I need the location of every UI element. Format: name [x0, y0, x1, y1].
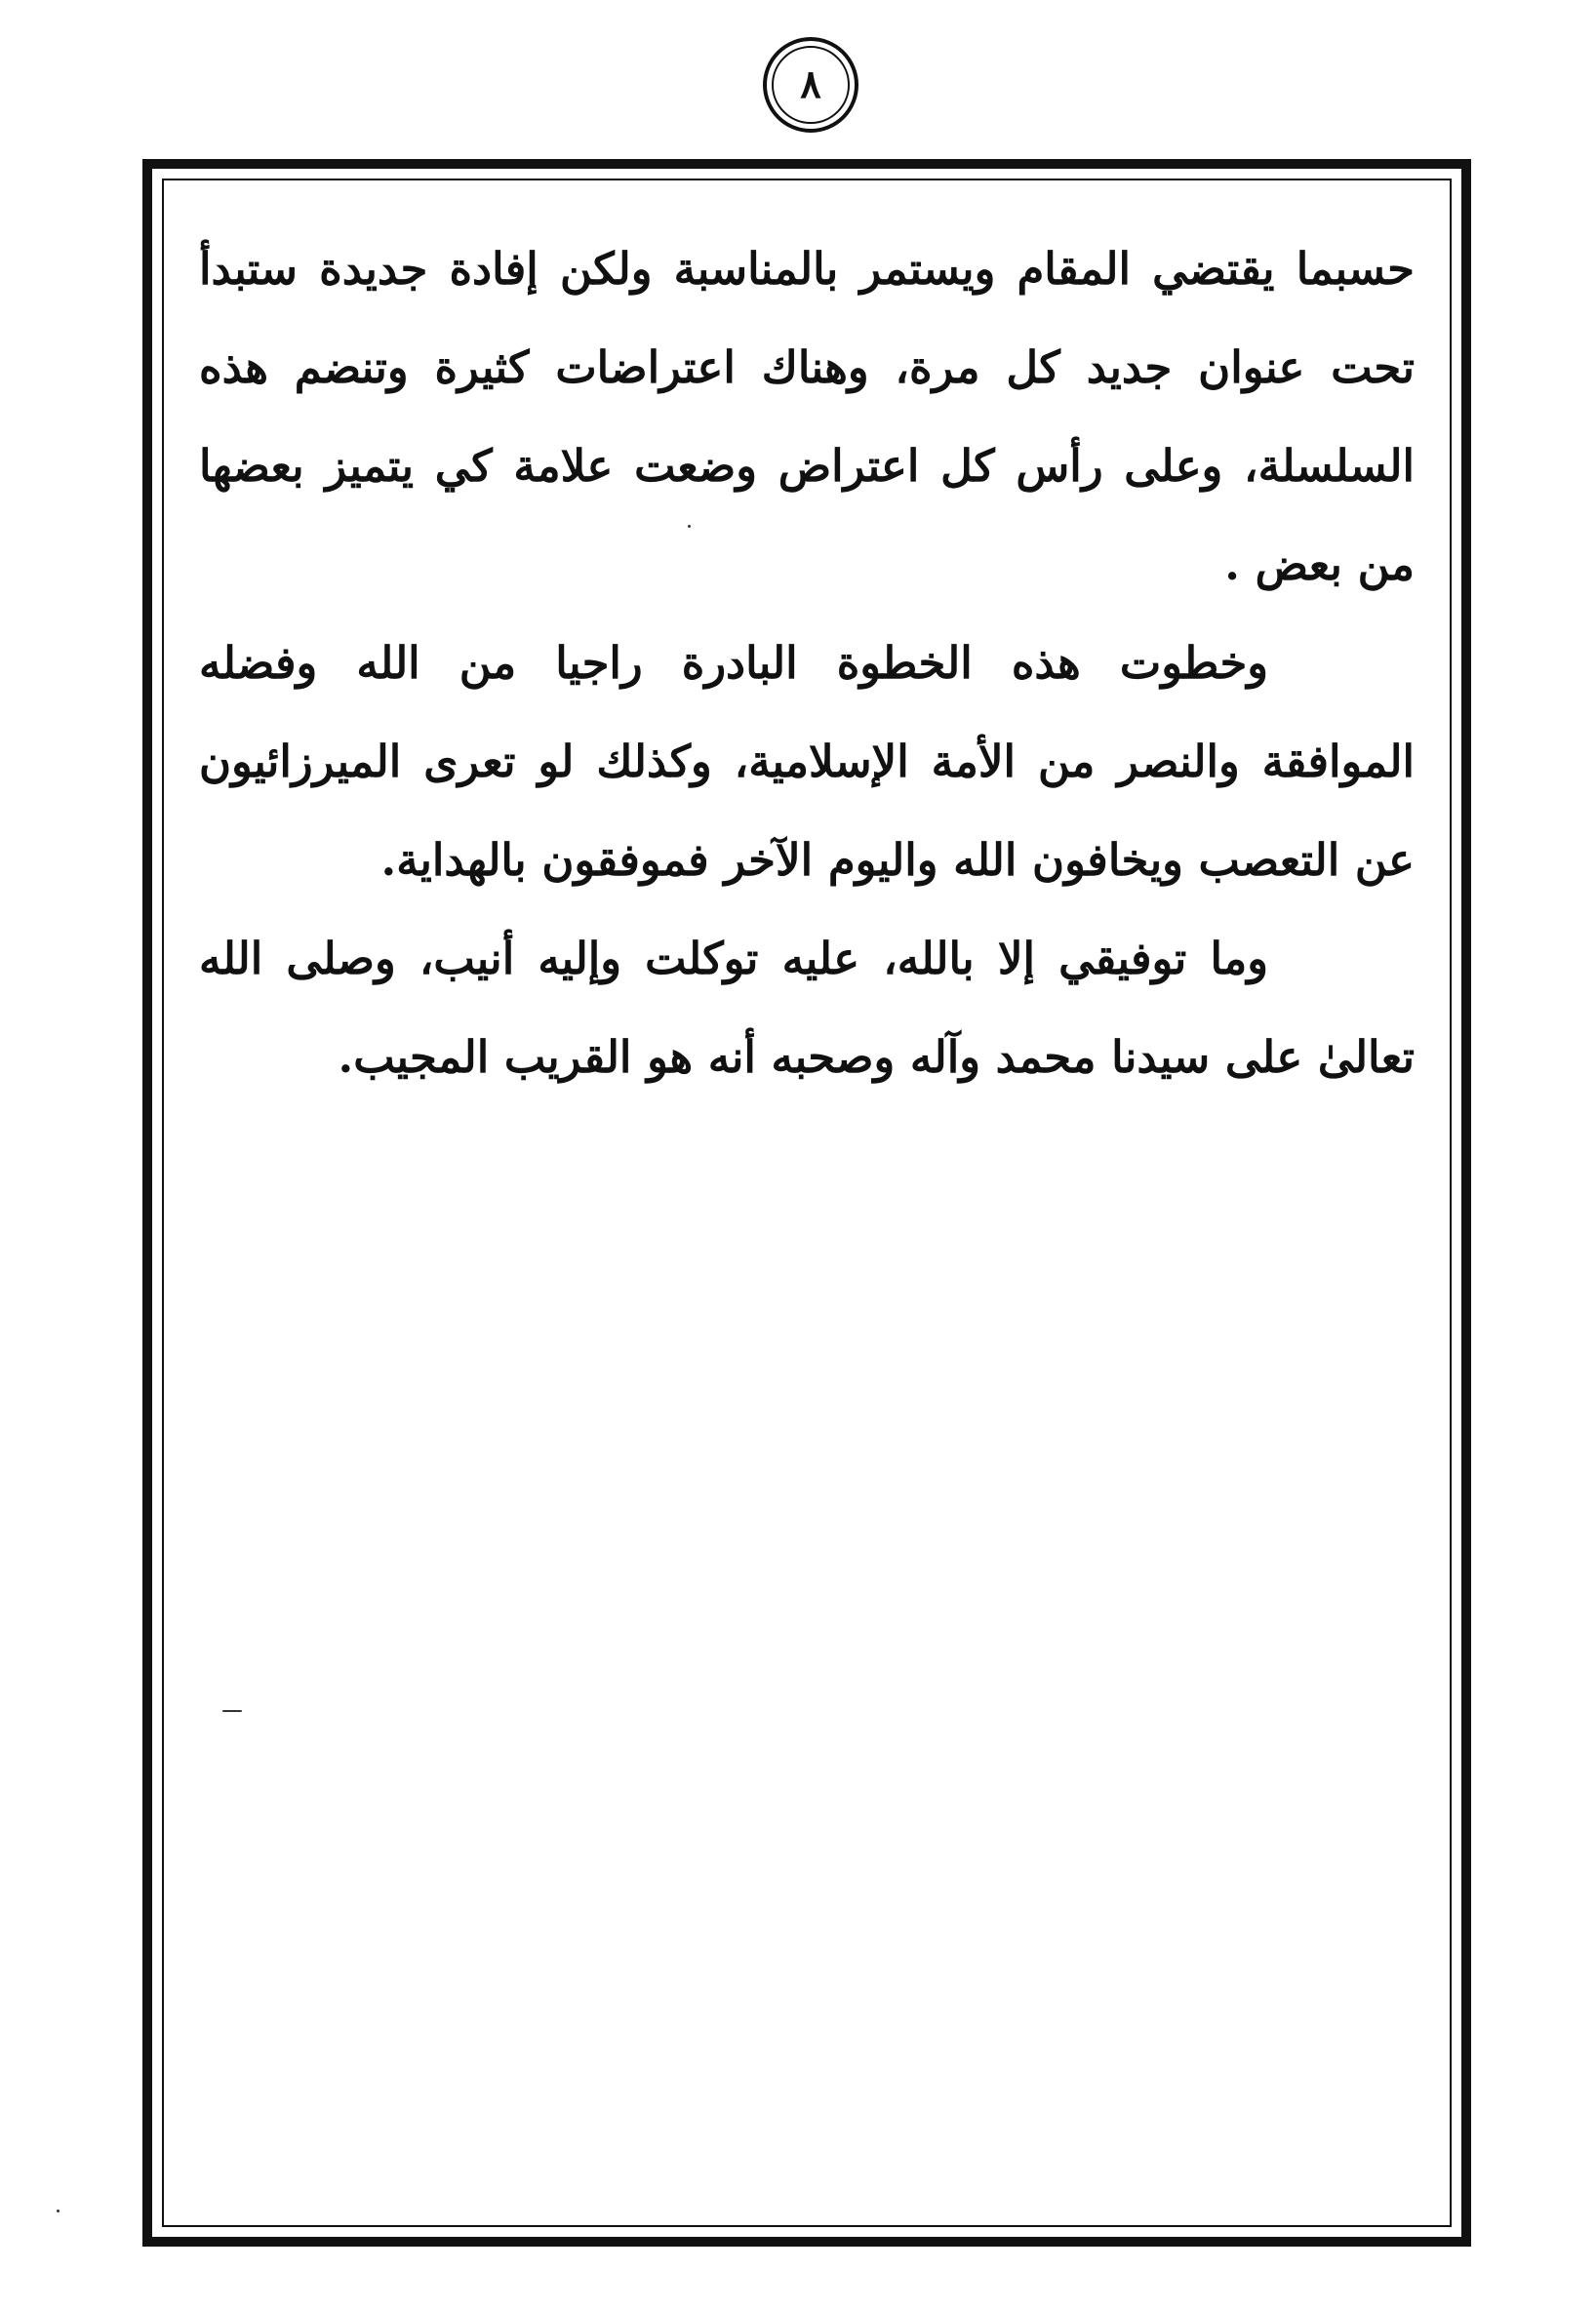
page-number: ٨: [800, 61, 821, 107]
page-border-frame: [142, 159, 1471, 2247]
document-body: [199, 219, 1415, 1106]
page-border-inner-line: [162, 179, 1452, 2227]
paragraph-intro: حسبما يقتضي المقام ويستمر بالمناسبة ولكن إفادة جديدة ستبدأ تحت عنوان جديد كل مرة، وهناك اعتراضات كثيرة وتنضم هذه السلسلة، وعلى رأس كل اعتراض وضعت علامة كي يتميز بعضها من بعض .: [199, 243, 1415, 590]
paragraph-closing-prayer: وما توفيقي إلا بالله، عليه توكلت وإليه أنيب، وصلى الله تعالىٰ على سيدنا محمد وآله وصحبه أنه هو القريب المجيب.: [199, 933, 1415, 1083]
scan-speck: [222, 1710, 242, 1712]
page-number-badge: [763, 37, 858, 133]
scan-speck: [57, 2210, 60, 2212]
paragraph-hope: وخطوت هذه الخطوة البادرة راجيا من الله وفضله الموافقة والنصر من الأمة الإسلامية، وكذلك لو تعرى الميرزائيون عن التعصب ويخافون الله واليوم الآخر فموفقون بالهداية.: [199, 637, 1415, 886]
page-number-ring: [772, 46, 850, 124]
scan-speck: [688, 525, 691, 528]
